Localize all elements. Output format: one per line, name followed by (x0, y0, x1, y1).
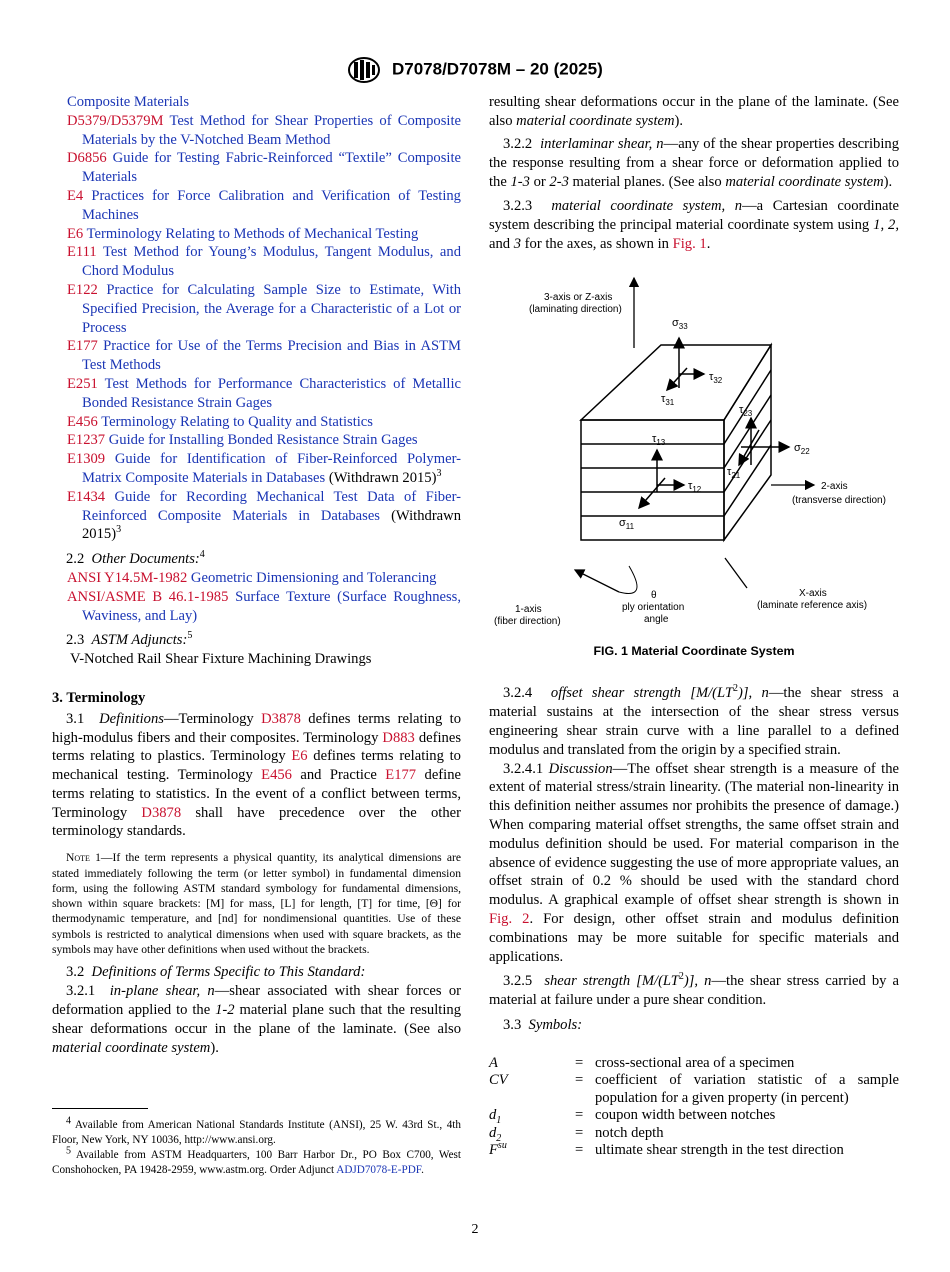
link[interactable]: D3878 (261, 710, 301, 727)
link[interactable]: D3878 (141, 804, 182, 821)
para-3-3: 3.3 Symbols: (503, 1016, 583, 1033)
adjunct-link[interactable]: ADJD7078-E-PDF (336, 1163, 422, 1176)
reference-item[interactable]: D5379/D5379M Test Method for Shear Properties of Composite Materials by the V-Notched Beam Method (67, 112, 461, 148)
para-3-2-3: 3.2.3 material coordinate system, n—a Cartesian coordinate system describing the principal material coordinate system using 1, 2, and 3 for the axes, as shown in Fig. 1. (489, 198, 900, 252)
tau-31-label: $\tau_{31}$ (661, 392, 675, 407)
y-axis-label: 2-axis (821, 480, 848, 492)
reference-item[interactable]: E1237 Guide for Installing Bonded Resistance Strain Gages (67, 432, 418, 449)
reference-item[interactable]: E111 Test Method for Young’s Modulus, Tangent Modulus, and Chord Modulus (67, 244, 461, 280)
symbol-row: $F^{su}$ = ultimate shear strength in the test direction (489, 1140, 844, 1159)
reference-item[interactable]: Composite Materials (67, 94, 190, 110)
sigma-22-label: $\sigma_{22}$ (794, 441, 810, 456)
figure-1 (489, 270, 899, 661)
x-axis-sublabel: (laminate reference axis) (757, 599, 868, 611)
note-1: Note 1—If the term represents a physical quantity, its analytical dimensions are stated immediately following the term (or letter symbol) in fundamental dimension form, using the following ASTM standard symbology for fundamental dimensions, shown within square brackets: [M] for mass, [L] for length, [T] for time, [Θ] for thermodynamic temperature, and [nd] for nondimensional quantities. Use of these symbols is restricted to analytical dimensions when used with square brackets, as the symbols may have other definitions when used without the brackets. (52, 851, 461, 957)
reference-item[interactable]: E177 Practice for Use of the Terms Precision and Bias in ASTM Test Methods (67, 338, 461, 374)
right-column (489, 93, 899, 1160)
section-3-heading: 3. Terminology (52, 689, 146, 706)
link[interactable]: E456 (261, 767, 292, 784)
y-axis-sublabel: (transverse direction) (792, 494, 886, 506)
tau-21-label: $\tau_{21}$ (727, 465, 741, 480)
footnote-ref: 3 (436, 468, 442, 480)
reference-item[interactable]: E4 Practices for Force Calibration and Verification of Testing Machines (67, 187, 461, 223)
tau-23-label: $\tau_{23}$ (739, 403, 753, 418)
footnote-ref: 3 (116, 524, 122, 536)
fiber-axis-label: 1-axis (515, 603, 542, 615)
reference-item[interactable]: E122 Practice for Calculating Sample Size to Estimate, With Specified Precision, the Average for a Characteristic of a Lot or Process (67, 281, 461, 336)
sigma-33-label: $\sigma_{33}$ (672, 316, 688, 331)
link[interactable]: E6 (291, 748, 308, 765)
link[interactable]: D883 (382, 729, 415, 746)
theta-label: θ (651, 589, 657, 601)
sigma-11-label: $\sigma_{11}$ (619, 516, 635, 531)
page-header (0, 56, 950, 84)
footnote-5: $^5$ Available from ASTM Headquarters, 100 Barr Harbor Dr., PO Box C700, West Conshohocken, PA 19428-2959, www.astm.org. Order Adjunct ADJD7078-E-PDF. (52, 1145, 461, 1176)
para-3-2-5: 3.2.5 shear strength $[M/(LT^2)]$, n—the shear stress carried by a material at failure under a pure shear condition. (489, 971, 900, 1009)
symbol-row: $d_1$ = coupon width between notches (489, 1107, 776, 1127)
ply-angle-label: ply orientation (622, 601, 685, 613)
laminate-block (581, 345, 771, 540)
fiber-axis-sublabel: (fiber direction) (494, 615, 561, 627)
para-3-2-4: 3.2.4 offset shear strength $[M/(LT^2)]$, n—the shear stress a material sustains at the intersection of the shear stress versus engineering shear strain curve with a line parallel to a defined modulus and translated from the origin by a specified strain. (489, 683, 899, 758)
para-3-1: 3.1 Definitions—Terminology D3878 defines terms relating to high-modulus fibers and their composites. Terminology D883 defines terms relating to plastics. Terminology E6 defines terms relating to mechanical testing. Terminology E456 and Practice E177 define terms relating to statistics. In the event of a conflict between terms, Terminology D3878 shall have precedence over the other terminology standards. (52, 710, 462, 840)
symbol-row: $d_2$ = notch depth (489, 1124, 664, 1144)
ply-angle-sublabel: angle (644, 613, 669, 625)
z-axis-sublabel: (laminating direction) (529, 303, 622, 315)
page-number: 2 (471, 1222, 479, 1237)
para-3-2-1: 3.2.1 in-plane shear, n—shear associated with shear forces or deformation applied to the 1-2 material plane such that the resulting shear deformations occur in the plane of the laminate. (See also material coordinate system). (52, 983, 461, 1056)
z-axis-label: 3-axis or Z-axis (544, 291, 613, 303)
tau-12-label: $\tau_{12}$ (688, 479, 702, 494)
symbols-table (489, 1055, 899, 1160)
section-2-3-heading: 2.3 ASTM Adjuncts:$^5$ (66, 630, 193, 649)
document-designation: D7078/D7078M – 20 (2025) (391, 59, 603, 79)
figure-link[interactable]: Fig. 1 (672, 235, 707, 252)
reference-item[interactable]: E6 Terminology Relating to Methods of Mechanical Testing (67, 225, 419, 242)
para-3-2-4-1: 3.2.4.1 Discussion—The offset shear strength is a measure of the extent of material stress/strain linearity. (The material non-linearity in this definition neither assumes nor prohibits the presence of damage.) When comparing material offset strengths, the same offset strain and modulus definition should be used. For material comparison in the absence of evidence suggesting the use of more appropriate values, an offset strain of 0.2 % should be used with the standard chord modulus. A graphical example of offset shear strength is shown in Fig. 2. For design, other offset strain and modulus definition combinations may be more suitable for specific materials and applications. (489, 760, 899, 965)
astm-logo-icon (347, 56, 381, 84)
referenced-documents-list (52, 93, 461, 544)
other-document-item[interactable]: ANSI Y14.5M-1982 Geometric Dimensioning and Tolerancing (67, 569, 437, 586)
tau-13-label: $\tau_{13}$ (652, 432, 666, 447)
tau-32-label: $\tau_{32}$ (709, 370, 723, 385)
figure-link[interactable]: Fig. 2 (489, 910, 530, 927)
adjunct-item: V-Notched Rail Shear Fixture Machining Drawings (70, 651, 372, 668)
para-3-2-1-tail: resulting shear deformations occur in the plane of the laminate. (See also material coordinate system). (489, 94, 899, 129)
figure-caption: FIG. 1 Material Coordinate System (593, 643, 795, 658)
para-3-2: 3.2 Definitions of Terms Specific to This Standard: (66, 964, 366, 981)
other-document-item[interactable]: ANSI/ASME B 46.1-1985 Surface Texture (Surface Roughness, Waviness, and Lay) (67, 588, 461, 624)
reference-item[interactable]: E456 Terminology Relating to Quality and Statistics (67, 413, 373, 430)
symbol-row: CV = coefficient of variation statistic of a sample population for a given property (in percent) (489, 1072, 899, 1106)
reference-item[interactable]: D6856 Guide for Testing Fabric-Reinforced “Textile” Composite Materials (67, 150, 461, 186)
footnote-rule (52, 1108, 148, 1109)
symbol-row: A = cross-sectional area of a specimen (489, 1054, 795, 1071)
reference-item[interactable]: E1309 Guide for Identification of Fiber-Reinforced Polymer-Matrix Composite Materials in Databases (Withdrawn 2015)$^3$ (67, 451, 461, 486)
footnote-4: $^4$ Available from American National Standards Institute (ANSI), 25 W. 43rd St., 4th Floor, New York, NY 10036, http://www.ansi.org. (52, 1115, 461, 1146)
material-coordinate-diagram (489, 270, 899, 630)
link[interactable]: E177 (385, 767, 417, 784)
para-3-2-2: 3.2.2 interlaminar shear, n—any of the shear properties describing the response resulting from a shear force or deformation applied to the 1-3 or 2-3 material planes. (See also material coordinate system). (489, 136, 900, 190)
reference-item[interactable]: E1434 Guide for Recording Mechanical Test Data of Fiber-Reinforced Composite Materials in Databases (Withdrawn 2015)$^3$ (67, 488, 461, 543)
section-2-2-heading: 2.2 Other Documents:$^4$ (66, 549, 205, 568)
x-axis-label: X-axis (799, 587, 827, 599)
reference-item[interactable]: E251 Test Methods for Performance Characteristics of Metallic Bonded Resistance Strain Gages (67, 375, 461, 411)
left-column (52, 93, 461, 1057)
